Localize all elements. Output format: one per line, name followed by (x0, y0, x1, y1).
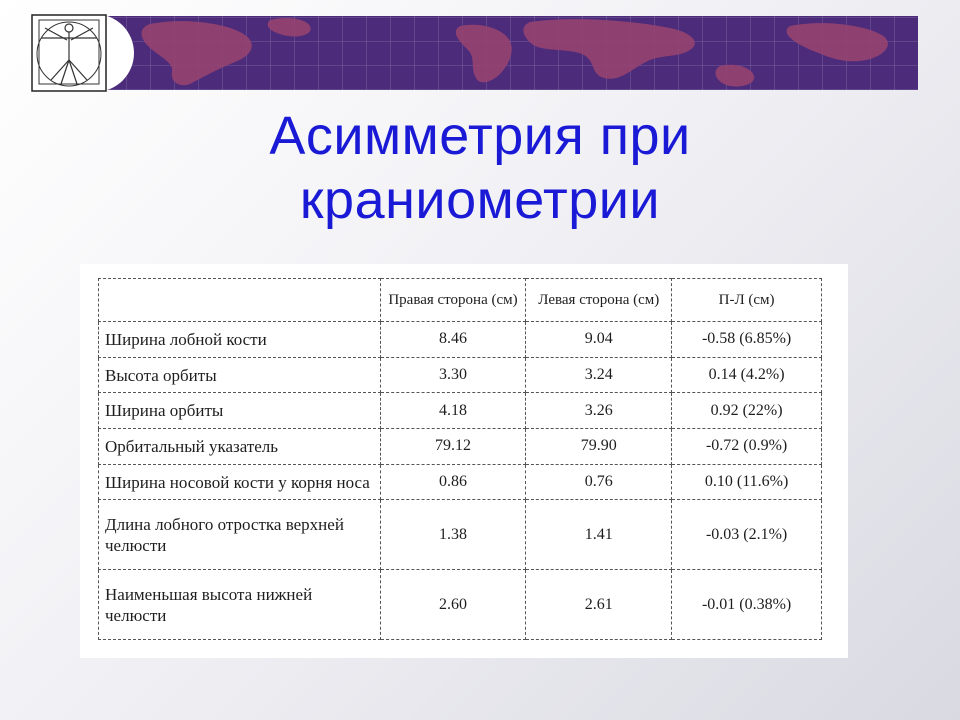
table-row (99, 570, 822, 640)
diff-value: -0.01 (0.38%) (672, 570, 822, 640)
craniometry-table (98, 278, 822, 640)
row-label: Орбитальный указатель (99, 429, 381, 465)
diff-value: 0.92 (22%) (672, 393, 822, 429)
right-value: 2.60 (380, 570, 526, 640)
right-value: 1.38 (380, 500, 526, 570)
left-value: 9.04 (526, 322, 672, 358)
row-label: Наименьшая высота нижней челюсти (99, 570, 381, 640)
row-label: Длина лобного отростка верхней челюсти (99, 500, 381, 570)
table-row (99, 322, 822, 358)
right-value: 8.46 (380, 322, 526, 358)
table-row (99, 357, 822, 393)
right-value: 3.30 (380, 357, 526, 393)
left-value: 3.26 (526, 393, 672, 429)
scanned-table-image (80, 264, 848, 658)
table-row (99, 464, 822, 500)
slide-title (0, 104, 960, 232)
header-difference: П-Л (см) (672, 279, 822, 322)
left-value: 79.90 (526, 429, 672, 465)
vitruvian-man-icon (31, 14, 107, 92)
row-label: Ширина орбиты (99, 393, 381, 429)
table-header-row (99, 279, 822, 322)
right-value: 0.86 (380, 464, 526, 500)
row-label: Высота орбиты (99, 357, 381, 393)
row-label: Ширина лобной кости (99, 322, 381, 358)
diff-value: 0.14 (4.2%) (672, 357, 822, 393)
diff-value: -0.72 (0.9%) (672, 429, 822, 465)
row-label: Ширина носовой кости у корня носа (99, 464, 381, 500)
header-banner (30, 16, 918, 90)
right-value: 79.12 (380, 429, 526, 465)
header-right-side: Правая сторона (см) (380, 279, 526, 322)
world-map-graphic (30, 16, 918, 90)
table-row (99, 500, 822, 570)
logo (31, 14, 107, 92)
table-row (99, 429, 822, 465)
diff-value: -0.58 (6.85%) (672, 322, 822, 358)
left-value: 1.41 (526, 500, 672, 570)
header-left-side: Левая сторона (см) (526, 279, 672, 322)
right-value: 4.18 (380, 393, 526, 429)
diff-value: -0.03 (2.1%) (672, 500, 822, 570)
table-row (99, 393, 822, 429)
diff-value: 0.10 (11.6%) (672, 464, 822, 500)
left-value: 3.24 (526, 357, 672, 393)
left-value: 0.76 (526, 464, 672, 500)
left-value: 2.61 (526, 570, 672, 640)
title-line-2: краниометрии (299, 170, 661, 230)
header-cell-empty (99, 279, 381, 322)
title-line-1: Асимметрия при (269, 106, 691, 166)
